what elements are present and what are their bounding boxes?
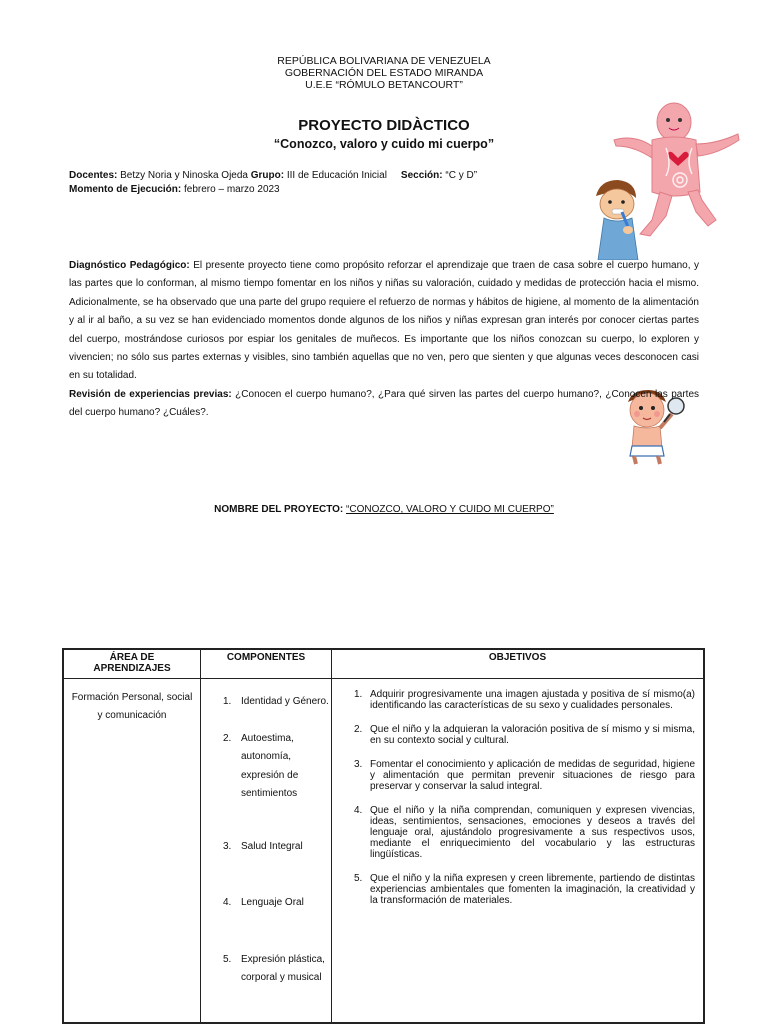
momento-value: febrero – marzo 2023	[181, 184, 280, 195]
project-name-value: “CONOZCO, VALORO Y CUIDO MI CUERPO”	[346, 504, 554, 515]
diagnostico-text: El presente proyecto tiene como propósito reforzar el aprendizaje que traen de casa sobre el cuerpo humano, y las partes que lo conforman, al mismo tiempo fomentar en los niños y niñas su valoración, cuidado y medidas de protección hacia el mismo. Adicionalmente, se ha observado que una parte del grupo requiere el refuerzo de normas y hábitos de higiene, al momento de la alimentación y al ir al baño, a su vez se han evidenciado momentos donde algunos de los niños y niñas expresan gran interés por conocer ciertas partes del cuerpo, mostrándose curiosos por espiar los genitales de muñecos. Es importante que los niños conozcan su cuerpo, lo exploren y vivencien; no sólo sus partes externas y visibles, sino también aquellas que no ven, pero que sienten y que algunas veces desconocen casi en su totalidad.	[69, 260, 699, 382]
header-componentes: COMPONENTES	[201, 649, 332, 679]
grupo-value: III de Educación Inicial	[284, 170, 387, 181]
componentes-list	[201, 693, 331, 988]
revision-label: Revisión de experiencias previas:	[69, 388, 232, 400]
diagnostico-label: Diagnóstico Pedagógico:	[69, 260, 190, 271]
list-item: 4. Que el niño y la niña comprendan, comuniquen y expresen vivencias, ideas, sentimientos, sensaciones, emociones y deseos a través del lenguaje oral, ajustándolo progresivamente a sus respectivos usos, mediante el enriquecimiento del vocabulario y las estructuras lingüísticas.	[354, 805, 695, 860]
boy-brushing-teeth-illustration	[592, 178, 642, 260]
momento-label: Momento de Ejecución:	[69, 184, 182, 195]
table-row	[63, 679, 704, 1023]
seccion-value: “C y D”	[442, 170, 478, 181]
list-item: 5. Expresión plástica, corporal y musical	[223, 953, 325, 983]
header-line-2: GOBERNACIÓN DEL ESTADO MIRANDA	[284, 67, 484, 79]
objetivos-list	[332, 679, 703, 906]
document-title: PROYECTO DIDÀCTICO	[298, 117, 470, 134]
componentes-cell	[201, 679, 332, 1023]
meta-line-2	[69, 183, 280, 196]
project-name	[0, 504, 768, 515]
diagnostico-paragraph	[69, 257, 699, 423]
grupo-label: Grupo:	[250, 170, 285, 181]
area-text: Formación Personal, social y comunicación	[71, 692, 193, 721]
docentes-value: Betzy Noria y Ninoska Ojeda	[117, 170, 251, 181]
objetivos-cell	[332, 679, 705, 1023]
header-line-3: U.E.E “RÓMULO BETANCOURT”	[305, 79, 463, 91]
project-name-label: NOMBRE DEL PROYECTO:	[214, 504, 344, 515]
header-line-1: REPÚBLICA BOLIVARIANA DE VENEZUELA	[277, 55, 491, 67]
document-subtitle: “Conozco, valoro y cuido mi cuerpo”	[273, 137, 495, 151]
docentes-label: Docentes:	[69, 170, 118, 181]
list-item: 2. Que el niño y la adquieran la valoración positiva de sí mismo y si misma, en su contexto social y cultural.	[354, 724, 695, 746]
list-item: 3. Salud Integral	[223, 840, 303, 852]
meta-line-1	[69, 169, 477, 182]
list-item: 3. Fomentar el conocimiento y aplicación de medidas de seguridad, higiene y alimentación que permitan prevenir situaciones de riesgo para preservar y conservar la salud integral.	[354, 759, 695, 792]
area-cell	[63, 679, 201, 1023]
list-item: 4. Lenguaje Oral	[223, 897, 304, 908]
list-item: 1. Adquirir progresivamente una imagen ajustada y positiva de sí mismo(a) identificando las características de su sexo y cualidades personales.	[354, 689, 695, 711]
header-area-label: ÁREA DE APRENDIZAJES	[93, 652, 171, 674]
header-area	[63, 649, 201, 679]
list-item: 2. Autoestima, autonomía, expresión de sentimientos	[223, 732, 299, 799]
header-objetivos: OBJETIVOS	[332, 649, 705, 679]
list-item: 1. Identidad y Género.	[223, 696, 329, 707]
learning-areas-table	[62, 648, 705, 1024]
list-item: 5. Que el niño y la niña expresen y creen libremente, partiendo de distintas experiencias ambientales que fomenten la imaginación, la creatividad y la transformación de materiales.	[354, 873, 695, 906]
revision-text: ¿Conocen el cuerpo humano?, ¿Para qué sirven las partes del cuerpo humano?, ¿Conocen las partes del cuerpo humano? ¿Cuáles?.	[69, 388, 699, 419]
seccion-label: Sección:	[400, 170, 443, 181]
table-header-row	[63, 649, 704, 679]
